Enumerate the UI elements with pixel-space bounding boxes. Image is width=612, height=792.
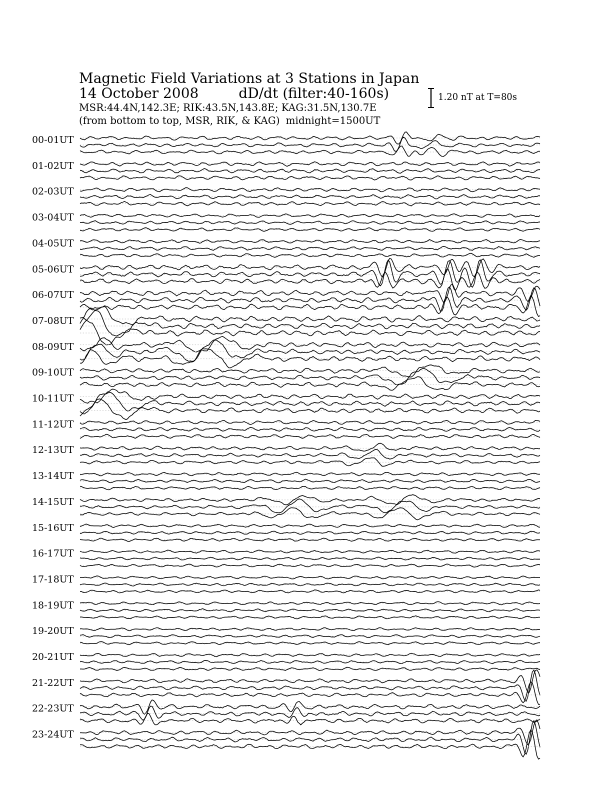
trace-kag [80, 389, 540, 403]
trace-msr [80, 228, 540, 232]
row-group [32, 336, 540, 368]
row-group [32, 238, 540, 257]
trace-kag [80, 653, 540, 656]
row-group [32, 365, 540, 390]
row-group [32, 670, 540, 705]
row-label: 11-12UT [32, 419, 74, 431]
row-label: 04-05UT [32, 238, 74, 250]
trace-msr [80, 146, 540, 156]
row-group [32, 549, 540, 568]
row-group [32, 652, 540, 671]
trace-rik [80, 721, 540, 755]
quantity-label: dD/dt (filter:40-160s) [238, 86, 390, 102]
trace-kag [80, 602, 540, 605]
trace-rik [80, 609, 540, 612]
row-group [32, 389, 540, 420]
row-label: 07-08UT [32, 316, 74, 327]
chart-title: Magnetic Field Variations at 3 Stations in Japan [79, 71, 420, 87]
row-label: 03-04UT [32, 212, 74, 224]
row-label: 08-09UT [32, 341, 74, 353]
row-group [32, 495, 540, 520]
trace-msr [80, 377, 540, 391]
date-label: 14 October 2008 [79, 86, 199, 102]
trace-msr [80, 713, 540, 724]
row-group [32, 471, 540, 490]
trace-kag [80, 336, 540, 352]
row-label: 21-22UT [32, 677, 74, 689]
row-label: 16-17UT [32, 548, 74, 560]
row-group [32, 626, 540, 645]
row-label: 05-06UT [32, 264, 74, 276]
trace-msr [80, 616, 540, 619]
row-group [32, 307, 540, 345]
trace-rik [80, 260, 540, 287]
row-group [32, 523, 540, 542]
row-label: 12-13UT [32, 445, 74, 457]
scale-label: 1.20 nT at T=80s [438, 93, 518, 103]
trace-kag [80, 443, 540, 451]
row-group [32, 720, 540, 759]
trace-kag [80, 670, 540, 692]
row-label: 06-07UT [32, 290, 74, 302]
trace-kag [80, 214, 540, 218]
trace-msr [80, 682, 540, 705]
stations-line: MSR:44.4N,142.3E; RIK:43.5N,143.8E; KAG:31.5N,130.7E [79, 103, 377, 114]
row-group [32, 187, 540, 206]
row-group [32, 258, 540, 290]
trace-kag [80, 365, 540, 377]
row-label: 13-14UT [32, 471, 74, 483]
row-group [32, 443, 540, 466]
trace-rik [80, 635, 540, 638]
trace-rik [80, 499, 540, 513]
trace-kag [80, 720, 540, 745]
row-label: 15-16UT [32, 522, 74, 534]
trace-kag [80, 576, 540, 579]
row-label: 22-23UT [32, 703, 74, 715]
row-label: 18-19UT [32, 600, 74, 612]
trace-msr [80, 201, 540, 206]
row-group [32, 132, 540, 157]
trace-msr [80, 317, 540, 345]
trace-kag [80, 700, 540, 714]
row-label: 10-11UT [32, 393, 74, 405]
row-group [32, 161, 540, 180]
row-label: 02-03UT [32, 186, 74, 198]
row-label: 09-10UT [32, 367, 74, 379]
trace-rik [80, 706, 540, 720]
row-label: 14-15UT [32, 496, 74, 508]
trace-kag [80, 132, 540, 144]
trace-rik [80, 137, 540, 151]
row-group [32, 213, 540, 232]
trace-msr [80, 269, 540, 290]
row-label: 01-02UT [32, 160, 74, 172]
row-label: 20-21UT [32, 652, 74, 663]
row-label: 23-24UT [32, 729, 74, 741]
trace-msr [80, 590, 540, 593]
trace-rik [80, 449, 540, 459]
row-group [32, 575, 540, 593]
row-group [32, 700, 540, 725]
trace-rik [80, 309, 540, 336]
midnight-note: midnight=1500UT [285, 116, 381, 127]
order-note: (from bottom to top, MSR, RIK, & KAG) [79, 116, 280, 127]
trace-rik [80, 287, 540, 311]
trace-rik [80, 427, 540, 431]
trace-rik [80, 221, 540, 225]
trace-msr [80, 730, 540, 759]
trace-kag [80, 162, 540, 167]
trace-rik [80, 479, 540, 483]
trace-rik [80, 557, 540, 560]
row-label: 00-01UT [32, 135, 74, 146]
row-group [32, 600, 540, 619]
row-label: 19-20UT [32, 626, 74, 638]
row-label: 17-18UT [32, 574, 74, 586]
row-group [32, 419, 540, 438]
